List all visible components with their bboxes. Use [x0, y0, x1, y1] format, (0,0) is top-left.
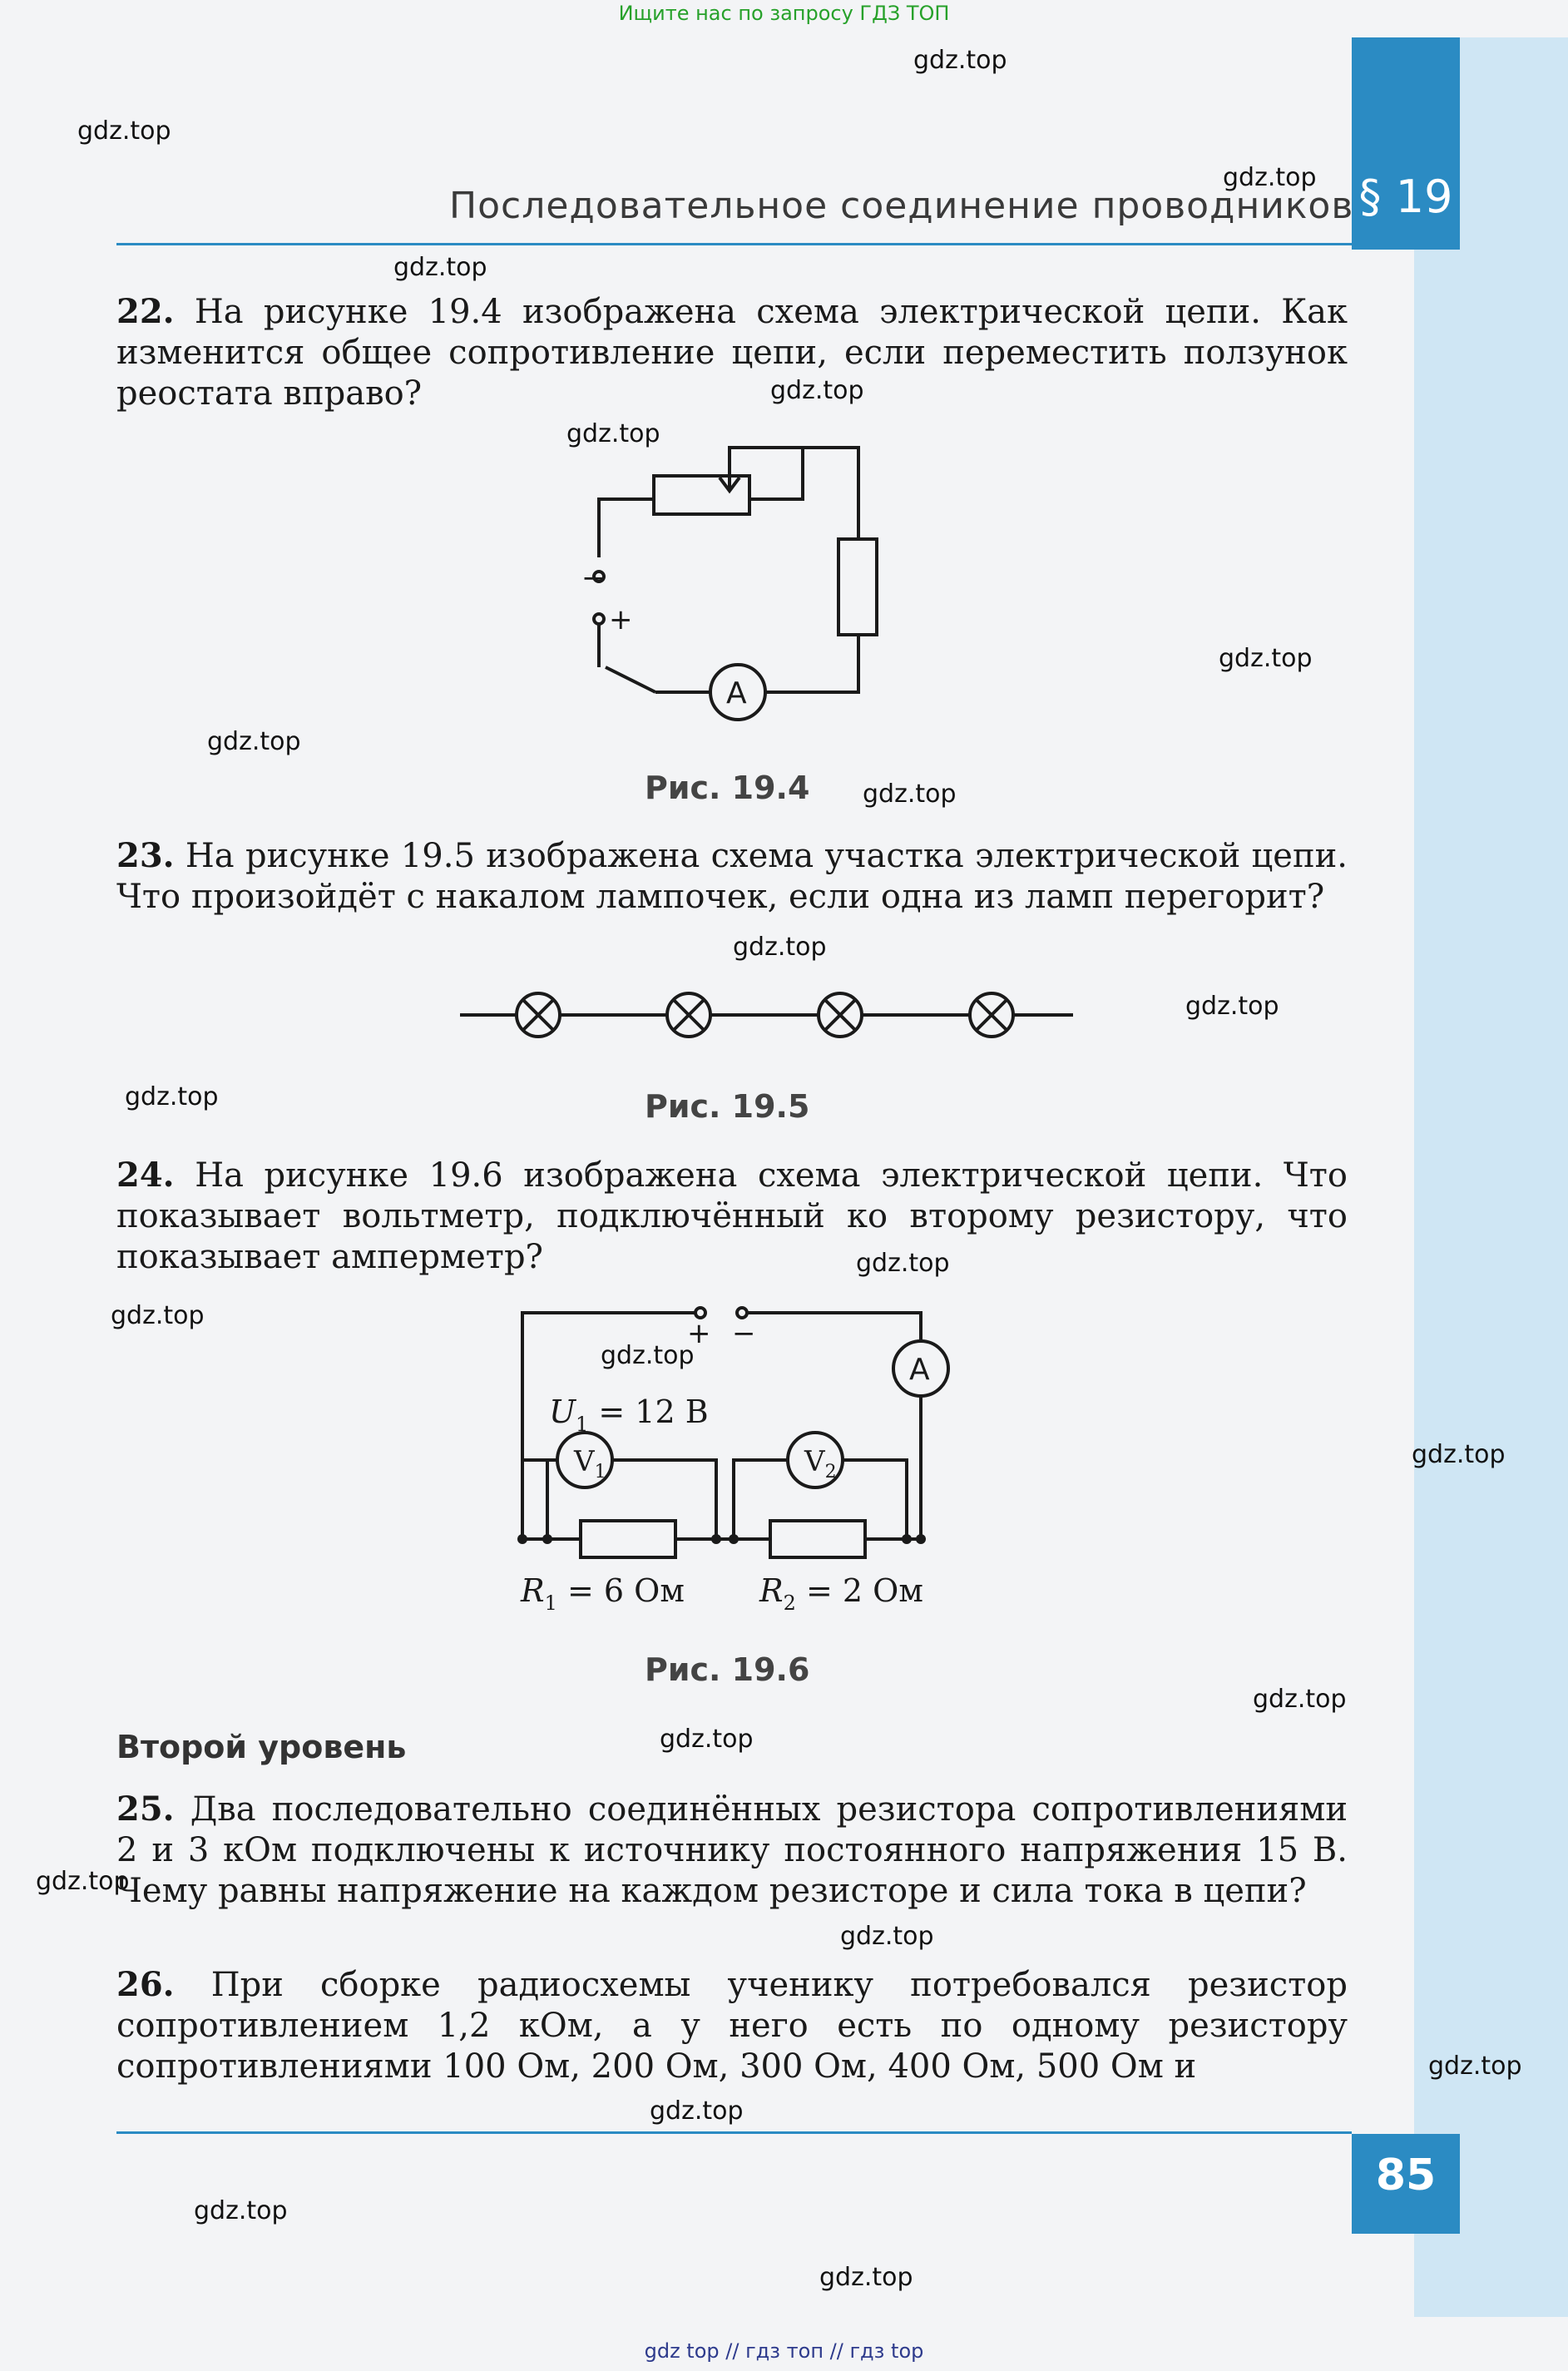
minus-label: −	[732, 1317, 756, 1350]
watermark: gdz.top	[1253, 1685, 1347, 1714]
r1-subscript: 1	[544, 1591, 557, 1615]
watermark: gdz.top	[840, 1922, 934, 1951]
watermark: gdz.top	[1223, 163, 1317, 192]
chapter-title: Последовательное соединение проводников	[449, 185, 1354, 227]
watermark: gdz.top	[194, 2196, 288, 2225]
figure-19-4-caption: Рис. 19.4	[645, 770, 810, 806]
watermark: gdz.top	[36, 1867, 130, 1896]
r1-label	[520, 1572, 685, 1615]
wire	[765, 635, 858, 692]
resistor	[838, 539, 877, 635]
watermark: gdz.top	[819, 2263, 913, 2292]
problem-number: 22.	[116, 292, 175, 331]
v1-symbol: V	[574, 1445, 595, 1478]
problem-text: На рисунке 19.4 изображена схема электрической цепи. Как изменится общее сопротивление цепи, если переместить ползунок реостата вправо?	[116, 293, 1348, 413]
watermark: gdz.top	[393, 253, 487, 282]
r2-value: = 2 Ом	[795, 1572, 923, 1609]
page-number: 85	[1375, 2151, 1437, 2200]
watermark: gdz.top	[566, 419, 660, 448]
watermark: gdz.top	[125, 1082, 219, 1111]
u1-value: = 12 В	[588, 1393, 709, 1430]
problem-number: 26.	[116, 1965, 175, 2004]
problem-text: На рисунке 19.5 изображена схема участка электрической цепи. Что произойдёт с накалом лампочек, если одна из ламп перегорит?	[116, 837, 1348, 916]
problem-text: При сборке радиосхемы ученику потребовался резистор сопротивлением 1,2 кОм, а у него есть по одному резистору сопротивлениями 100 Ом, 200 Ом, 300 Ом, 400 Ом, 500 Ом и	[116, 1966, 1348, 2086]
lamp	[819, 993, 862, 1037]
r2-subscript: 2	[783, 1591, 796, 1615]
u1-symbol: U	[549, 1393, 576, 1430]
figure-19-5-diagram	[460, 993, 1073, 1037]
watermark: gdz.top	[733, 933, 827, 962]
r1-value: = 6 Ом	[556, 1572, 685, 1609]
problem-number: 24.	[116, 1156, 175, 1195]
watermark: gdz.top	[650, 2096, 744, 2126]
plus-label: +	[609, 603, 633, 636]
watermark: gdz.top	[207, 727, 301, 756]
footer-note: gdz top // гдз топ // гдз top	[644, 2339, 924, 2363]
v1-subscript: 1	[594, 1462, 606, 1482]
figure-19-6-caption: Рис. 19.6	[645, 1651, 810, 1688]
r1-symbol: R	[521, 1572, 545, 1609]
watermark: gdz.top	[660, 1725, 754, 1754]
resistor-r2	[770, 1521, 865, 1557]
ammeter-label: A	[909, 1353, 930, 1387]
resistor-r1	[581, 1521, 675, 1557]
plus-label: +	[687, 1317, 711, 1350]
wire	[522, 1460, 547, 1539]
watermark: gdz.top	[1428, 2052, 1522, 2081]
v2-subscript: 2	[824, 1462, 837, 1482]
watermark: gdz.top	[1412, 1440, 1506, 1469]
watermark: gdz.top	[1219, 644, 1313, 673]
u1-subscript: 1	[576, 1413, 589, 1436]
switch	[606, 667, 655, 692]
wire	[747, 1313, 921, 1341]
problem-text: Два последовательно соединённых резистора сопротивлениями 2 и 3 кОм подключены к источнику постоянного напряжения 15 В. Чему равны напряжение на каждом резисторе и сила тока в цепи?	[116, 1790, 1348, 1910]
section-number: § 19	[1358, 171, 1453, 223]
r2-label	[759, 1572, 923, 1615]
problem-number: 25.	[116, 1789, 175, 1829]
r2-symbol: R	[759, 1572, 784, 1609]
watermark: gdz.top	[601, 1341, 695, 1370]
watermark: gdz.top	[111, 1301, 205, 1330]
watermark: gdz.top	[77, 116, 171, 146]
lamp	[517, 993, 560, 1037]
terminal-plus	[594, 614, 604, 624]
problem-number: 23.	[116, 836, 175, 875]
rheostat-slider-wire	[730, 448, 803, 499]
level-heading: Второй уровень	[116, 1729, 407, 1765]
watermark: gdz.top	[856, 1249, 950, 1278]
lamp	[667, 993, 710, 1037]
figure-19-5-caption: Рис. 19.5	[645, 1088, 810, 1125]
watermark: gdz.top	[913, 46, 1007, 75]
problem-text: На рисунке 19.6 изображена схема электрической цепи. Что показывает вольтметр, подключённый ко второму резистору, что показывает амперметр?	[116, 1156, 1348, 1276]
watermark: gdz.top	[1185, 992, 1279, 1021]
watermark: gdz.top	[770, 376, 864, 405]
wire	[599, 499, 654, 557]
voltage-u1-label	[549, 1393, 709, 1436]
lamp	[970, 993, 1013, 1037]
v2-symbol: V	[804, 1445, 825, 1478]
watermark: gdz.top	[863, 780, 957, 809]
search-hint: Ищите нас по запросу ГДЗ ТОП	[618, 2, 950, 25]
minus-label: −	[581, 562, 606, 595]
ammeter-label: A	[726, 676, 747, 710]
